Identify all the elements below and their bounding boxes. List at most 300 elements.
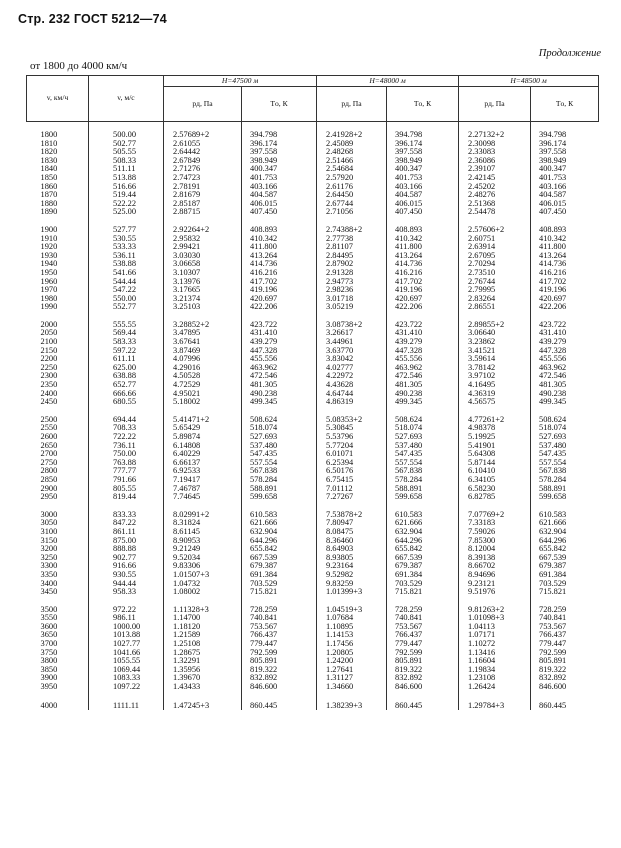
pressure-48000-cell: 8.36460 <box>317 537 387 546</box>
temperature-48000-cell: 413.264 <box>387 252 459 261</box>
pressure-47500-cell: 3.10307 <box>164 269 242 278</box>
temperature-48000-cell: 406.015 <box>387 200 459 209</box>
pressure-48500-cell: 2.86551 <box>459 303 531 312</box>
pressure-47500-cell: 1.35956 <box>164 666 242 675</box>
temperature-47500-cell: 406.015 <box>242 200 317 209</box>
pressure-47500-cell: 9.83306 <box>164 562 242 571</box>
temperature-47500-cell: 499.345 <box>242 398 317 407</box>
pressure-47500-cell: 5.89874 <box>164 433 242 442</box>
temperature-48500-cell: 588.891 <box>531 485 599 494</box>
temperature-48000-cell: 753.567 <box>387 623 459 632</box>
speed-ms-cell: 1041.66 <box>89 649 164 658</box>
speed-kmh-cell: 3750 <box>40 647 58 657</box>
pressure-48500-cell: 4.77261+2 <box>459 407 531 425</box>
temperature-48000-cell: 588.891 <box>387 485 459 494</box>
speed-kmh-cell: 2450 <box>40 397 58 407</box>
speed-ms-cell: 652.77 <box>89 381 164 390</box>
temperature-48000-cell: 860.445 <box>387 692 459 711</box>
speed-kmh-cell: 2900 <box>40 483 58 493</box>
speed-kmh-cell: 1990 <box>40 302 58 312</box>
temperature-48000-cell: 401.753 <box>387 174 459 183</box>
speed-ms-cell: 777.77 <box>89 467 164 476</box>
pressure-48000-cell: 1.27641 <box>317 666 387 675</box>
temperature-47500-cell: 792.599 <box>242 649 317 658</box>
pressure-48500-cell: 4.16495 <box>459 381 531 390</box>
speed-ms-cell: 1097.22 <box>89 683 164 692</box>
pressure-47500-cell: 9.52034 <box>164 554 242 563</box>
pressure-48000-cell: 7.53878+2 <box>317 502 387 520</box>
speed-ms-cell: 555.55 <box>89 312 164 330</box>
pressure-48500-cell: 3.23862 <box>459 338 531 347</box>
temperature-48500-cell: 420.697 <box>531 295 599 304</box>
speed-ms-cell: 502.77 <box>89 140 164 149</box>
speed-ms-cell: 944.44 <box>89 580 164 589</box>
temperature-48500-cell: 567.838 <box>531 467 599 476</box>
temperature-48000-cell: 547.435 <box>387 450 459 459</box>
pressure-48000-cell: 1.17456 <box>317 640 387 649</box>
temperature-48500-cell: 632.904 <box>531 528 599 537</box>
table-row <box>27 407 599 425</box>
temperature-47500-cell: 557.554 <box>242 459 317 468</box>
pressure-47500-cell: 1.39670 <box>164 674 242 683</box>
temperature-48500-cell: 499.345 <box>531 398 599 407</box>
temperature-47500-cell: 455.556 <box>242 355 317 364</box>
temperature-48500-cell: 417.702 <box>531 278 599 287</box>
temperature-47500-cell: 408.893 <box>242 217 317 235</box>
speed-kmh-cell: 3400 <box>40 578 58 588</box>
pressure-48500-cell: 2.30098 <box>459 140 531 149</box>
temperature-48500-cell: 557.554 <box>531 459 599 468</box>
temperature-47500-cell: 691.384 <box>242 571 317 580</box>
temperature-48000-cell: 420.697 <box>387 295 459 304</box>
temperature-48500-cell: 832.892 <box>531 674 599 683</box>
pressure-48500-cell: 2.67095 <box>459 252 531 261</box>
pressure-47500-cell: 1.04732 <box>164 580 242 589</box>
speed-ms-cell: 888.88 <box>89 545 164 554</box>
pressure-47500-cell: 3.87469 <box>164 347 242 356</box>
temperature-47500-cell: 419.196 <box>242 286 317 295</box>
temperature-48500-cell: 406.015 <box>531 200 599 209</box>
pressure-48500-cell: 8.94696 <box>459 571 531 580</box>
speed-kmh-cell: 3350 <box>40 569 58 579</box>
pressure-48500-cell: 4.56575 <box>459 398 531 407</box>
speed-kmh-cell: 1830 <box>40 155 58 165</box>
temperature-48500-cell: 407.450 <box>531 208 599 217</box>
temperature-47500-cell: 621.666 <box>242 519 317 528</box>
temperature-48500-cell: 472.546 <box>531 372 599 381</box>
pressure-47500-cell: 3.13976 <box>164 278 242 287</box>
pressure-47500-cell: 3.28852+2 <box>164 312 242 330</box>
speed-ms-cell: 958.33 <box>89 588 164 597</box>
temperature-48000-cell: 411.800 <box>387 243 459 252</box>
pressure-47500-cell: 2.81679 <box>164 191 242 200</box>
speed-kmh-cell: 3650 <box>40 630 58 640</box>
pressure-47500-cell: 2.61055 <box>164 140 242 149</box>
pressure-48000-cell: 1.04519+3 <box>317 597 387 615</box>
temperature-48500-cell: 394.798 <box>531 122 599 140</box>
pressure-48000-cell: 9.83259 <box>317 580 387 589</box>
pressure-48000-cell: 3.01718 <box>317 295 387 304</box>
speed-kmh-cell: 1890 <box>40 207 58 217</box>
temperature-48000-cell: 419.196 <box>387 286 459 295</box>
pressure-47500-cell: 2.92264+2 <box>164 217 242 235</box>
pressure-48500-cell: 1.23108 <box>459 674 531 683</box>
table-row <box>27 493 599 502</box>
speed-ms-cell: 708.33 <box>89 424 164 433</box>
pressure-48000-cell: 6.25394 <box>317 459 387 468</box>
pressure-48000-cell: 2.48268 <box>317 148 387 157</box>
speed-ms-cell: 1069.44 <box>89 666 164 675</box>
speed-kmh-cell: 1910 <box>40 233 58 243</box>
pressure-47500-cell: 8.31824 <box>164 519 242 528</box>
speed-kmh-cell: 2500 <box>40 414 58 424</box>
pressure-48500-cell: 2.70294 <box>459 260 531 269</box>
temperature-47500-cell: 416.216 <box>242 269 317 278</box>
temperature-47500-cell: 472.546 <box>242 372 317 381</box>
speed-kmh-cell: 1900 <box>40 224 58 234</box>
temperature-47500-cell: 715.821 <box>242 588 317 597</box>
pressure-47500-cell: 1.21589 <box>164 631 242 640</box>
temperature-47500-cell: 414.736 <box>242 260 317 269</box>
temperature-48500-cell: 715.821 <box>531 588 599 597</box>
temperature-48000-cell: 703.529 <box>387 580 459 589</box>
speed-kmh-cell: 3050 <box>40 518 58 528</box>
temperature-48500-cell: 621.666 <box>531 519 599 528</box>
temperature-48000-cell: 439.279 <box>387 338 459 347</box>
pressure-47500-cell: 2.95832 <box>164 235 242 244</box>
temperature-47500-cell: 400.347 <box>242 165 317 174</box>
pressure-48500-cell: 7.85300 <box>459 537 531 546</box>
pressure-48500-cell: 2.42145 <box>459 174 531 183</box>
pressure-47500-cell: 1.01507+3 <box>164 571 242 580</box>
header-pressure-1: pд, Па <box>164 87 242 122</box>
temperature-48000-cell: 490.238 <box>387 390 459 399</box>
temperature-48000-cell: 832.892 <box>387 674 459 683</box>
pressure-47500-cell: 2.85187 <box>164 200 242 209</box>
speed-kmh-cell: 1800 <box>40 130 58 139</box>
pressure-48000-cell: 5.53796 <box>317 433 387 442</box>
speed-ms-cell: 916.66 <box>89 562 164 571</box>
temperature-48500-cell: 401.753 <box>531 174 599 183</box>
speed-ms-cell: 625.00 <box>89 364 164 373</box>
pressure-48000-cell: 2.77738 <box>317 235 387 244</box>
speed-kmh-cell: 2700 <box>40 449 58 459</box>
temperature-48500-cell: 537.480 <box>531 442 599 451</box>
pressure-47500-cell: 1.11328+3 <box>164 597 242 615</box>
speed-kmh-cell: 3950 <box>40 682 58 692</box>
speed-ms-cell: 536.11 <box>89 252 164 261</box>
pressure-47500-cell: 2.74723 <box>164 174 242 183</box>
temperature-48000-cell: 819.322 <box>387 666 459 675</box>
speed-kmh-cell: 3100 <box>40 526 58 536</box>
speed-kmh-cell: 1870 <box>40 190 58 200</box>
atmosphere-table <box>26 75 599 710</box>
temperature-47500-cell: 422.206 <box>242 303 317 312</box>
speed-ms-cell: 805.55 <box>89 485 164 494</box>
temperature-48000-cell: 403.166 <box>387 183 459 192</box>
pressure-48000-cell: 5.30845 <box>317 424 387 433</box>
pressure-48500-cell: 1.16604 <box>459 657 531 666</box>
temperature-48500-cell: 766.437 <box>531 631 599 640</box>
pressure-47500-cell: 1.25108 <box>164 640 242 649</box>
temperature-47500-cell: 753.567 <box>242 623 317 632</box>
speed-ms-cell: 1027.77 <box>89 640 164 649</box>
pressure-48000-cell: 2.54684 <box>317 165 387 174</box>
temperature-47500-cell: 508.624 <box>242 407 317 425</box>
pressure-48500-cell: 7.59026 <box>459 528 531 537</box>
pressure-47500-cell: 3.03030 <box>164 252 242 261</box>
temperature-48000-cell: 792.599 <box>387 649 459 658</box>
temperature-48000-cell: 417.702 <box>387 278 459 287</box>
temperature-48500-cell: 490.238 <box>531 390 599 399</box>
pressure-48500-cell: 1.04113 <box>459 623 531 632</box>
speed-ms-cell: 819.44 <box>89 493 164 502</box>
table-row <box>27 597 599 615</box>
temperature-48500-cell: 439.279 <box>531 338 599 347</box>
pressure-48000-cell: 6.50176 <box>317 467 387 476</box>
pressure-48000-cell: 4.86319 <box>317 398 387 407</box>
pressure-48000-cell: 6.01071 <box>317 450 387 459</box>
header-temperature-3: Tо, К <box>531 87 599 122</box>
speed-kmh-cell: 1940 <box>40 259 58 269</box>
pressure-48000-cell: 3.05219 <box>317 303 387 312</box>
table-row <box>27 217 599 235</box>
pressure-48500-cell: 2.36086 <box>459 157 531 166</box>
pressure-47500-cell: 8.90953 <box>164 537 242 546</box>
speed-kmh-cell: 2200 <box>40 354 58 364</box>
speed-kmh-cell: 3250 <box>40 552 58 562</box>
pressure-48000-cell: 3.26617 <box>317 329 387 338</box>
header-altitude-2: H=48000 м <box>317 76 459 87</box>
temperature-47500-cell: 805.891 <box>242 657 317 666</box>
pressure-47500-cell: 1.08002 <box>164 588 242 597</box>
pressure-48500-cell: 8.66702 <box>459 562 531 571</box>
temperature-47500-cell: 407.450 <box>242 208 317 217</box>
pressure-48500-cell: 1.10272 <box>459 640 531 649</box>
speed-ms-cell: 986.11 <box>89 614 164 623</box>
pressure-48000-cell: 9.23164 <box>317 562 387 571</box>
temperature-48000-cell: 396.174 <box>387 140 459 149</box>
temperature-48500-cell: 413.264 <box>531 252 599 261</box>
temperature-48000-cell: 400.347 <box>387 165 459 174</box>
table-row <box>27 588 599 597</box>
speed-ms-cell: 525.00 <box>89 208 164 217</box>
pressure-48500-cell: 5.41901 <box>459 442 531 451</box>
speed-ms-cell: 538.88 <box>89 260 164 269</box>
speed-ms-cell: 552.77 <box>89 303 164 312</box>
speed-kmh-cell: 1980 <box>40 293 58 303</box>
temperature-47500-cell: 537.480 <box>242 442 317 451</box>
temperature-48500-cell: 779.447 <box>531 640 599 649</box>
temperature-48500-cell: 455.556 <box>531 355 599 364</box>
pressure-47500-cell: 5.18002 <box>164 398 242 407</box>
pressure-48000-cell: 2.91328 <box>317 269 387 278</box>
table-row <box>27 398 599 407</box>
pressure-47500-cell: 2.57689+2 <box>164 122 242 140</box>
temperature-48500-cell: 819.322 <box>531 666 599 675</box>
temperature-47500-cell: 832.892 <box>242 674 317 683</box>
pressure-48500-cell: 2.79995 <box>459 286 531 295</box>
pressure-48000-cell: 2.84495 <box>317 252 387 261</box>
pressure-47500-cell: 2.64442 <box>164 148 242 157</box>
speed-kmh-cell: 1840 <box>40 164 58 174</box>
speed-ms-cell: 550.00 <box>89 295 164 304</box>
pressure-48500-cell: 1.13416 <box>459 649 531 658</box>
header-temperature-1: Tо, К <box>242 87 317 122</box>
temperature-48500-cell: 396.174 <box>531 140 599 149</box>
pressure-47500-cell: 4.07996 <box>164 355 242 364</box>
pressure-47500-cell: 5.41471+2 <box>164 407 242 425</box>
pressure-47500-cell: 1.32291 <box>164 657 242 666</box>
temperature-48500-cell: 481.305 <box>531 381 599 390</box>
pressure-48500-cell: 6.10410 <box>459 467 531 476</box>
pressure-48500-cell: 2.27132+2 <box>459 122 531 140</box>
speed-ms-cell: 513.88 <box>89 174 164 183</box>
pressure-47500-cell: 2.67849 <box>164 157 242 166</box>
speed-ms-cell: 611.11 <box>89 355 164 364</box>
pressure-48000-cell: 1.38239+3 <box>317 692 387 711</box>
speed-kmh-cell: 2250 <box>40 362 58 372</box>
pressure-48000-cell: 4.02777 <box>317 364 387 373</box>
pressure-47500-cell: 3.47895 <box>164 329 242 338</box>
speed-kmh-cell: 1930 <box>40 250 58 260</box>
table-row <box>27 692 599 711</box>
temperature-48500-cell: 397.558 <box>531 148 599 157</box>
temperature-47500-cell: 644.296 <box>242 537 317 546</box>
pressure-48000-cell: 2.94773 <box>317 278 387 287</box>
temperature-47500-cell: 490.238 <box>242 390 317 399</box>
temperature-48000-cell: 508.624 <box>387 407 459 425</box>
pressure-48000-cell: 2.41928+2 <box>317 122 387 140</box>
temperature-48500-cell: 846.600 <box>531 683 599 692</box>
speed-kmh-cell: 2750 <box>40 457 58 467</box>
pressure-47500-cell: 6.40229 <box>164 450 242 459</box>
pressure-48000-cell: 2.87902 <box>317 260 387 269</box>
speed-ms-cell: 530.55 <box>89 235 164 244</box>
pressure-48000-cell: 1.31127 <box>317 674 387 683</box>
speed-kmh-cell: 3700 <box>40 639 58 649</box>
temperature-48500-cell: 805.891 <box>531 657 599 666</box>
temperature-47500-cell: 423.722 <box>242 312 317 330</box>
speed-ms-cell: 791.66 <box>89 476 164 485</box>
speed-kmh-cell: 3850 <box>40 664 58 674</box>
speed-ms-cell: 736.11 <box>89 442 164 451</box>
pressure-48000-cell: 9.52982 <box>317 571 387 580</box>
speed-ms-cell: 527.77 <box>89 217 164 235</box>
pressure-48500-cell: 5.19925 <box>459 433 531 442</box>
pressure-47500-cell: 4.72529 <box>164 381 242 390</box>
speed-range-subtitle: от 1800 до 4000 км/ч <box>30 60 128 72</box>
pressure-47500-cell: 1.14700 <box>164 614 242 623</box>
pressure-48500-cell: 1.29784+3 <box>459 692 531 711</box>
temperature-48500-cell: 644.296 <box>531 537 599 546</box>
temperature-47500-cell: 413.264 <box>242 252 317 261</box>
temperature-47500-cell: 394.798 <box>242 122 317 140</box>
temperature-47500-cell: 667.539 <box>242 554 317 563</box>
speed-ms-cell: 666.66 <box>89 390 164 399</box>
pressure-48000-cell: 5.08353+2 <box>317 407 387 425</box>
pressure-47500-cell: 1.18120 <box>164 623 242 632</box>
pressure-48500-cell: 6.34105 <box>459 476 531 485</box>
temperature-47500-cell: 679.387 <box>242 562 317 571</box>
temperature-48000-cell: 610.583 <box>387 502 459 520</box>
pressure-48500-cell: 1.01098+3 <box>459 614 531 623</box>
speed-ms-cell: 1000.00 <box>89 623 164 632</box>
speed-ms-cell: 511.11 <box>89 165 164 174</box>
pressure-48000-cell: 2.67744 <box>317 200 387 209</box>
speed-kmh-cell: 1820 <box>40 147 58 157</box>
pressure-48000-cell: 2.98236 <box>317 286 387 295</box>
pressure-48500-cell: 1.19834 <box>459 666 531 675</box>
temperature-48000-cell: 404.587 <box>387 191 459 200</box>
header-v-kmh: v, км/ч <box>27 76 89 122</box>
temperature-48500-cell: 753.567 <box>531 623 599 632</box>
speed-ms-cell: 508.33 <box>89 157 164 166</box>
pressure-48000-cell: 2.51466 <box>317 157 387 166</box>
pressure-48500-cell: 8.12004 <box>459 545 531 554</box>
temperature-48000-cell: 410.342 <box>387 235 459 244</box>
temperature-48500-cell: 740.841 <box>531 614 599 623</box>
pressure-47500-cell: 8.61145 <box>164 528 242 537</box>
temperature-48500-cell: 655.842 <box>531 545 599 554</box>
temperature-48500-cell: 398.949 <box>531 157 599 166</box>
pressure-47500-cell: 2.71276 <box>164 165 242 174</box>
temperature-47500-cell: 417.702 <box>242 278 317 287</box>
pressure-47500-cell: 6.66137 <box>164 459 242 468</box>
temperature-48500-cell: 547.435 <box>531 450 599 459</box>
pressure-48500-cell: 3.41521 <box>459 347 531 356</box>
pressure-48000-cell: 2.71056 <box>317 208 387 217</box>
pressure-47500-cell: 4.50528 <box>164 372 242 381</box>
temperature-47500-cell: 703.529 <box>242 580 317 589</box>
speed-kmh-cell: 3450 <box>40 587 58 597</box>
temperature-48000-cell: 766.437 <box>387 631 459 640</box>
speed-kmh-cell: 2650 <box>40 440 58 450</box>
pressure-47500-cell: 2.78191 <box>164 183 242 192</box>
speed-ms-cell: 680.55 <box>89 398 164 407</box>
pressure-48500-cell: 9.81263+2 <box>459 597 531 615</box>
temperature-48000-cell: 691.384 <box>387 571 459 580</box>
temperature-48500-cell: 679.387 <box>531 562 599 571</box>
temperature-48500-cell: 410.342 <box>531 235 599 244</box>
temperature-48000-cell: 397.558 <box>387 148 459 157</box>
temperature-48000-cell: 805.891 <box>387 657 459 666</box>
speed-kmh-cell: 2150 <box>40 345 58 355</box>
temperature-48500-cell: 527.693 <box>531 433 599 442</box>
temperature-47500-cell: 567.838 <box>242 467 317 476</box>
pressure-48000-cell: 6.75415 <box>317 476 387 485</box>
temperature-48000-cell: 416.216 <box>387 269 459 278</box>
speed-kmh-cell: 3150 <box>40 535 58 545</box>
temperature-47500-cell: 547.435 <box>242 450 317 459</box>
pressure-48500-cell: 3.06640 <box>459 329 531 338</box>
temperature-48500-cell: 518.074 <box>531 424 599 433</box>
speed-kmh-cell: 1810 <box>40 138 58 148</box>
temperature-48500-cell: 667.539 <box>531 554 599 563</box>
pressure-48000-cell: 3.63770 <box>317 347 387 356</box>
temperature-48000-cell: 455.556 <box>387 355 459 364</box>
pressure-48000-cell: 4.22972 <box>317 372 387 381</box>
temperature-47500-cell: 728.259 <box>242 597 317 615</box>
speed-ms-cell: 597.22 <box>89 347 164 356</box>
table-body <box>27 122 599 711</box>
pressure-48500-cell: 6.82785 <box>459 493 531 502</box>
temperature-48000-cell: 422.206 <box>387 303 459 312</box>
pressure-48000-cell: 1.10895 <box>317 623 387 632</box>
temperature-48500-cell: 408.893 <box>531 217 599 235</box>
speed-ms-cell: 638.88 <box>89 372 164 381</box>
pressure-48500-cell: 2.83264 <box>459 295 531 304</box>
